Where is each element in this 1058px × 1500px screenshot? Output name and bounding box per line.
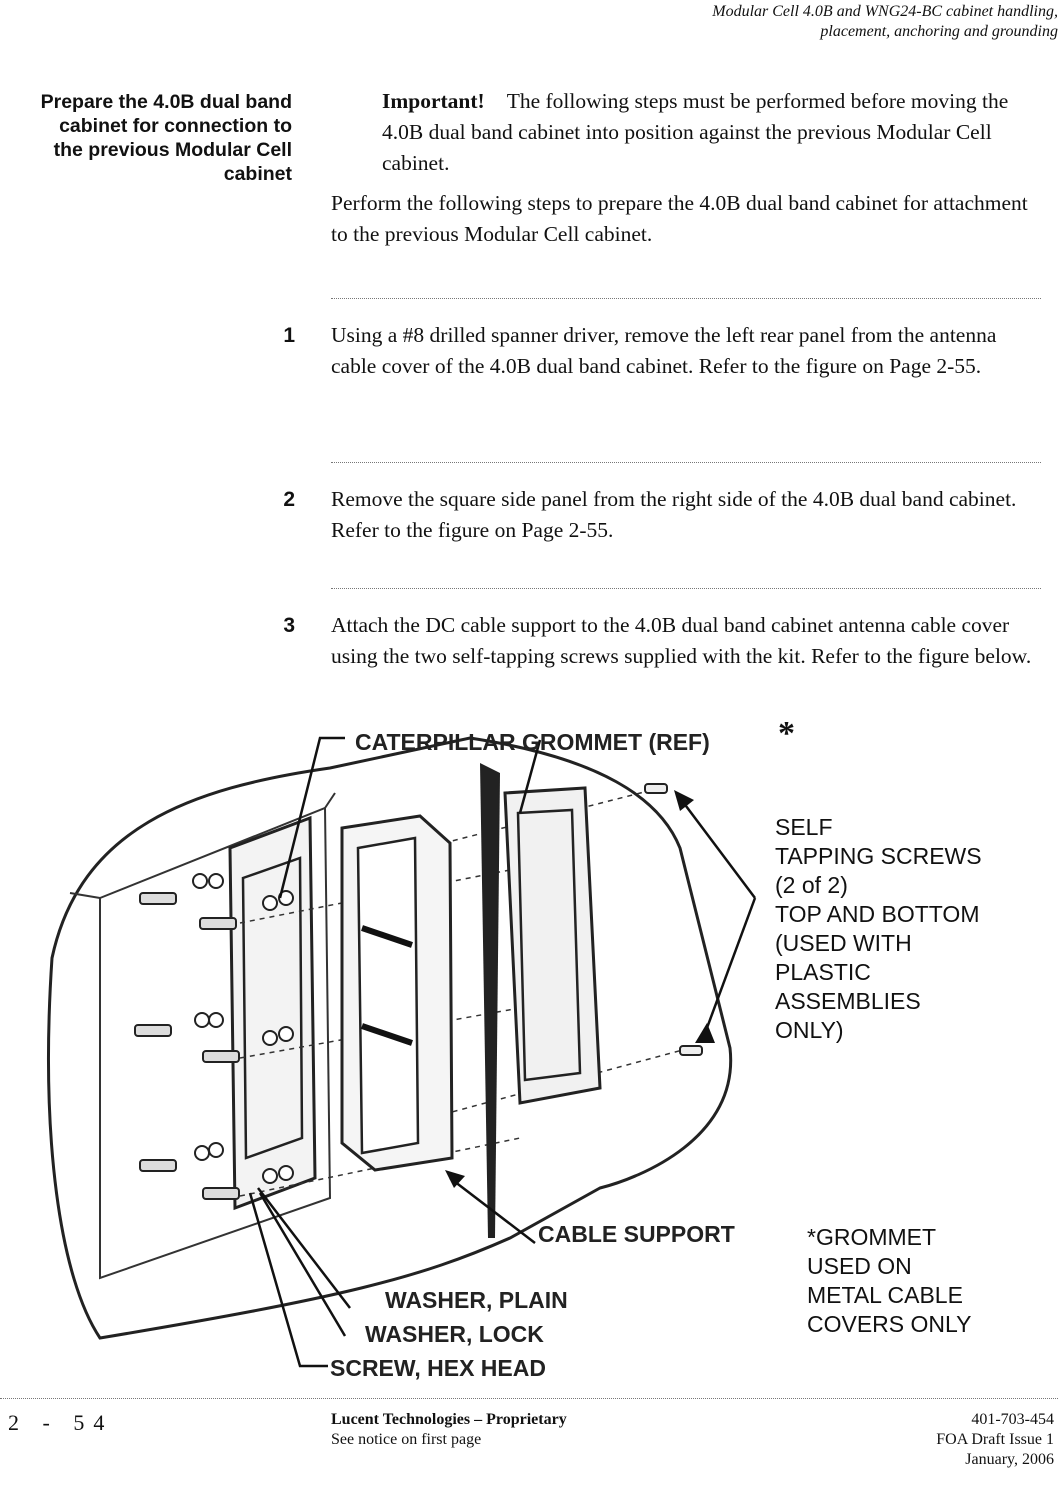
running-header-line-2: placement, anchoring and grounding: [820, 23, 1058, 40]
running-header: [458, 2, 1058, 42]
step-number: 2: [283, 488, 295, 511]
note-line: COVERS ONLY: [807, 1311, 972, 1337]
intro-paragraph: Perform the following steps to prepare the 4.0B dual band cabinet for attachment to the previous Modular Cell cabinet.: [331, 191, 1028, 246]
washer-plain-label: WASHER, PLAIN: [385, 1287, 568, 1313]
note-line: (2 of 2): [775, 872, 848, 898]
cable-support-label: CABLE SUPPORT: [538, 1221, 735, 1247]
washer-lock-label: WASHER, LOCK: [365, 1321, 544, 1347]
self-tapping-screws: [645, 784, 702, 1055]
step-divider: [331, 462, 1041, 463]
cable-support-figure: [40, 718, 1040, 1390]
note-line: USED ON: [807, 1253, 912, 1279]
cable-support-inner: [358, 838, 418, 1153]
footer-date: January, 2006: [965, 1451, 1054, 1468]
step-text: Attach the DC cable support to the 4.0B dual band cabinet antenna cable cover using the two self-tapping screws supplied with the kit. Refer to the figure below.: [331, 613, 1032, 668]
step-number: 1: [283, 324, 295, 347]
footer-doc-number: 401-703-454: [971, 1411, 1054, 1428]
running-header-line-1: Modular Cell 4.0B and WNG24-BC cabinet handling,: [712, 3, 1058, 20]
section-title-line: cabinet: [223, 163, 292, 185]
step-divider: [331, 298, 1041, 299]
step-text: Using a #8 drilled spanner driver, remove the left rear panel from the antenna cable cover of the 4.0B dual band cabinet. Refer to the figure on Page 2-55.: [331, 323, 997, 378]
step-divider: [331, 588, 1041, 589]
note-line: PLASTIC: [775, 959, 871, 985]
note-line: (USED WITH: [775, 930, 912, 956]
note-line: ASSEMBLIES: [775, 988, 921, 1014]
section-title-line: cabinet for connection to: [59, 115, 292, 137]
footer-issue: FOA Draft Issue 1: [936, 1431, 1054, 1448]
note-line: ONLY): [775, 1017, 844, 1043]
grommet-note: [807, 1224, 971, 1337]
hex-screws: [135, 893, 239, 1199]
page-number: 2 - 54: [8, 1410, 114, 1435]
important-label: Important!: [382, 89, 485, 113]
step-number: 3: [283, 614, 295, 637]
asterisk-marker: *: [778, 718, 795, 752]
footer-company: Lucent Technologies – Proprietary: [331, 1411, 567, 1428]
note-line: METAL CABLE: [807, 1282, 963, 1308]
section-title-line: the previous Modular Cell: [53, 139, 292, 161]
important-text: The following steps must be performed before moving the 4.0B dual band cabinet into position against the previous Modular Cell cabinet.: [382, 89, 1009, 175]
step-text: Remove the square side panel from the right side of the 4.0B dual band cabinet. Refer to the figure on Page 2-55.: [331, 487, 1017, 542]
footer-divider: [0, 1398, 1058, 1399]
footer-center: [331, 1410, 567, 1450]
cabinet-vertical-edge: [480, 763, 500, 1238]
self-tapping-screws-note: [775, 814, 982, 1043]
important-note: [382, 86, 1042, 179]
section-title-line: Prepare the 4.0B dual band: [40, 91, 292, 113]
footer-notice: See notice on first page: [331, 1431, 482, 1448]
section-title: [0, 90, 292, 186]
footer-right: [754, 1410, 1054, 1470]
note-line: TOP AND BOTTOM: [775, 901, 980, 927]
caterpillar-grommet-label: CATERPILLAR GROMMET (REF): [355, 729, 710, 755]
note-line: TAPPING SCREWS: [775, 843, 982, 869]
screw-hex-head-label: SCREW, HEX HEAD: [330, 1355, 546, 1381]
note-line: SELF: [775, 814, 833, 840]
note-line: *GROMMET: [807, 1224, 937, 1250]
